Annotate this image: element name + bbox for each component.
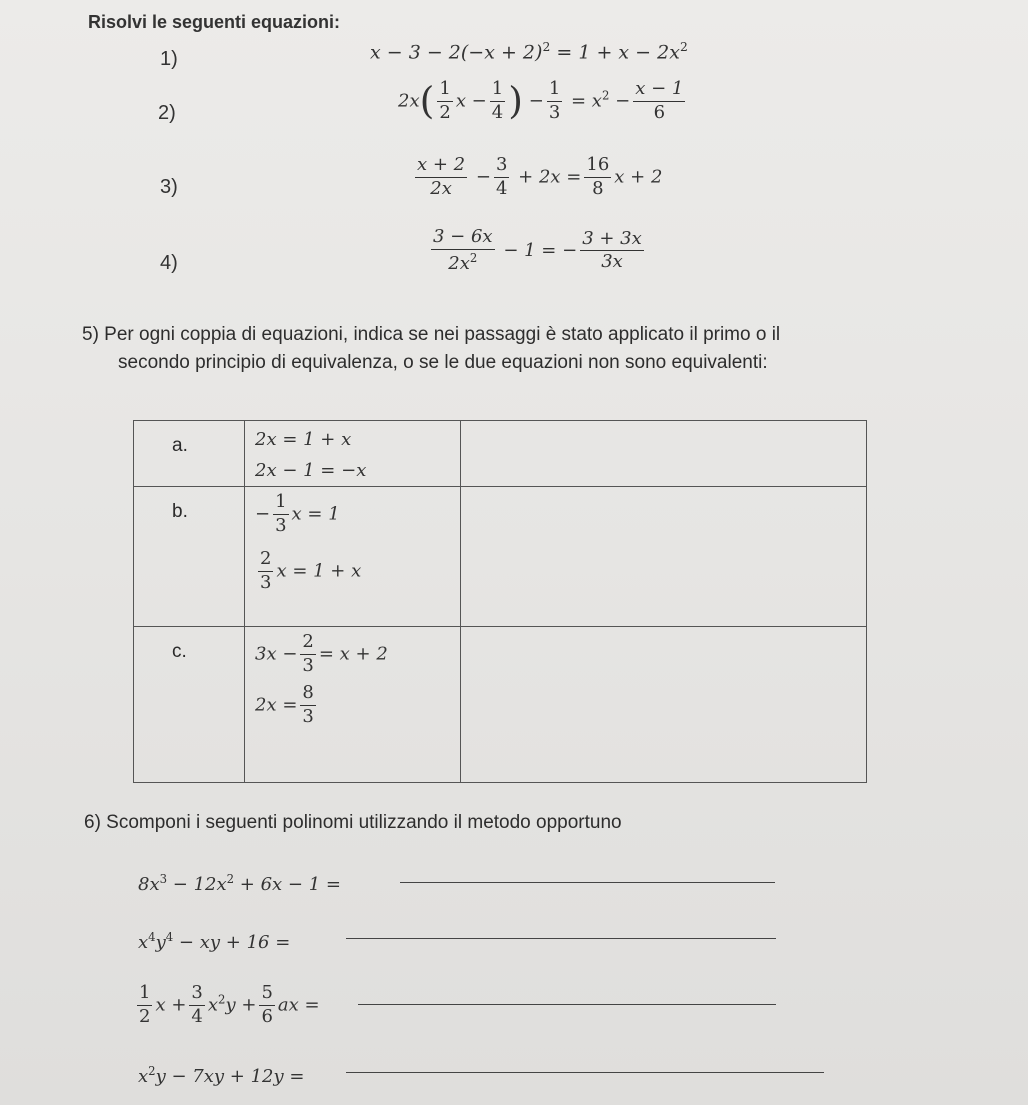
table-row-a <box>134 421 867 487</box>
row-label-a: a. <box>134 421 245 487</box>
table-row-c <box>134 627 867 783</box>
section-5-instructions-line2: secondo principio di equivalenza, o se le due equazioni non sono equivalenti: <box>118 352 768 373</box>
polynomial-2-answer-line[interactable] <box>346 938 776 939</box>
row-a-equations: 2x = 1 + x 2x − 1 = −x <box>245 421 461 487</box>
polynomial-3: $\frac{1}{2}$ x + $\frac{3}{4}$ $x^2y$ + $\frac{5}{6}$ ax = <box>139 982 320 1027</box>
polynomial-2: $x^4y^4$ − xy + 16 = <box>138 930 291 954</box>
worksheet-title: Risolvi le seguenti equazioni: <box>88 12 341 32</box>
polynomial-4-answer-line[interactable] <box>346 1072 824 1073</box>
row-b-answer-cell[interactable] <box>461 487 867 627</box>
polynomial-1: $8x^3 - 12x^2 + 6x - 1$ = <box>138 872 341 896</box>
equation-1: $x - 3 - 2(-x + 2)^2 = 1 + x - 2x^2$ <box>370 40 688 64</box>
row-b-equations: − $\frac{1}{3}$ x = 1 $\frac{2}{3}$ x = 1 + x <box>245 487 461 627</box>
row-c-answer-cell[interactable] <box>461 627 867 783</box>
row-c-equations: 3x − $\frac{2}{3}$ = x + 2 2x = $\frac{8}{3}$ <box>245 627 461 783</box>
polynomial-1-answer-line[interactable] <box>400 882 775 883</box>
equivalence-table <box>133 420 867 783</box>
equation-4: $\frac{3 - 6x}{2x^2}$ − 1 = − $\frac{3 + 3x}{3x}$ <box>433 226 642 274</box>
equation-3: $\frac{x + 2}{2x}$ − $\frac{3}{4}$ + 2x = $\frac{16}{8}$ x + 2 <box>417 154 663 199</box>
table-row-b <box>134 487 867 627</box>
equation-2: 2x( $\frac{1}{2}$ x − $\frac{1}{4}$ ) − $\frac{1}{3}$ = $x^2$ − $\frac{x - 1}{6}$ <box>398 78 684 123</box>
row-a-answer-cell[interactable] <box>461 421 867 487</box>
equation-2-label: 2) <box>158 102 176 124</box>
equation-4-label: 4) <box>160 252 178 274</box>
equation-1-label: 1) <box>160 48 178 70</box>
row-label-c: c. <box>134 627 245 783</box>
polynomial-3-answer-line[interactable] <box>358 1004 776 1005</box>
section-5-instructions-line1: 5) Per ogni coppia di equazioni, indica se nei passaggi è stato applicato il primo o il <box>82 324 781 345</box>
equation-3-label: 3) <box>160 176 178 198</box>
row-label-b: b. <box>134 487 245 627</box>
polynomial-4: $x^2y - 7xy + 12y$ = <box>138 1064 305 1088</box>
section-6-title: 6) Scomponi i seguenti polinomi utilizzando il metodo opportuno <box>84 812 622 833</box>
